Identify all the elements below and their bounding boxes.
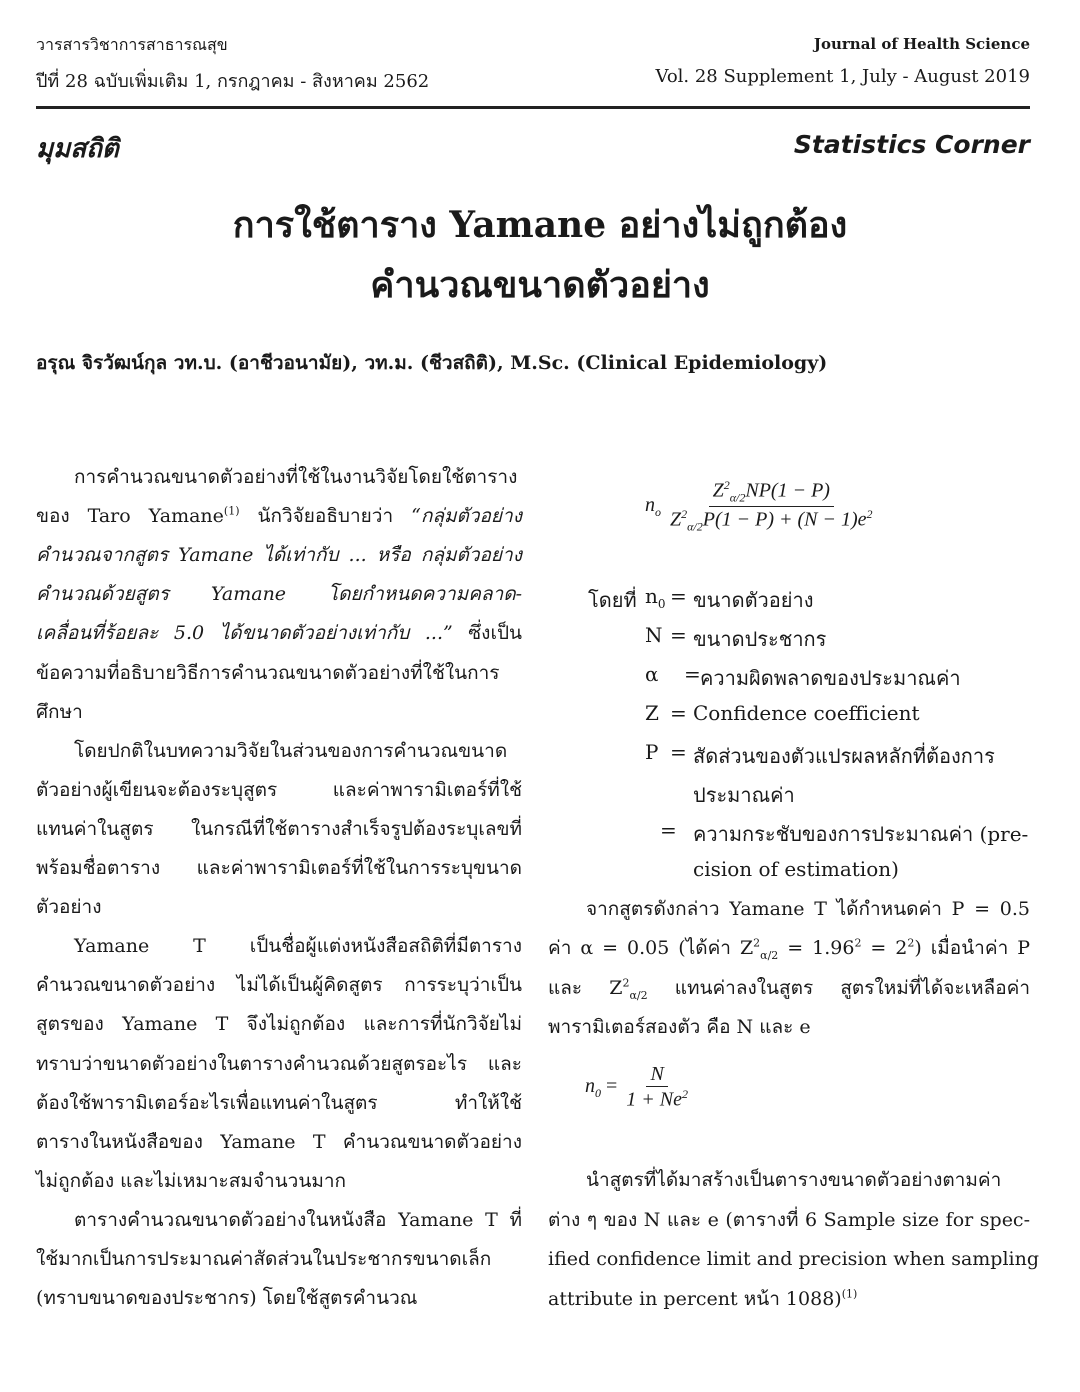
text-segment: พร้อมชื่อตาราง และค่าพารามิเตอร์ที่ใช้ในการระบุขนาด <box>36 857 522 879</box>
definition-equals: = <box>670 584 687 608</box>
text-segment: ified confidence limit and precision when sampling <box>548 1248 1040 1270</box>
definition-equals: = <box>660 818 677 842</box>
symbol-text: n <box>645 584 658 608</box>
definition-equals: = <box>670 701 687 725</box>
text-segment: แทนค่าในสูตร ในกรณีที่ใช้ตารางสำเร็จรูปต้องระบุเลขที่ <box>36 817 522 840</box>
text-line <box>36 778 522 802</box>
text-line <box>548 1247 1040 1271</box>
text-line <box>36 1247 522 1271</box>
definition-description: Confidence coefficient <box>693 701 920 725</box>
text-segment: ไม่ถูกต้อง และไม่เหมาะสมจำนวนมาก <box>36 1169 347 1192</box>
definition-equals: = <box>670 740 687 764</box>
text-segment: ใช้มากเป็นการประมาณค่าสัดส่วนในประชากรขนาดเล็ก <box>36 1248 492 1270</box>
definition-description: ขนาดตัวอย่าง <box>693 588 814 612</box>
text-line <box>36 1130 522 1154</box>
text-segment: = 2 <box>861 937 908 960</box>
formula-yamane-simplified: $n_0$ = $\frac{N}{1 + Ne^2}$ <box>585 1063 692 1112</box>
text-segment: นำสูตรที่ได้มาสร้างเป็นตารางขนาดตัวอย่างตามค่า <box>586 1169 1002 1191</box>
text-line <box>74 739 522 763</box>
text-segment: นักวิจัยอธิบายว่า <box>239 505 412 528</box>
text-line <box>36 582 522 606</box>
text-segment: พารามิเตอร์สองตัว คือ N และ e <box>548 1015 811 1038</box>
formula2-numerator: N <box>646 1063 667 1087</box>
text-segment: ซึ่งเป็น <box>452 622 522 645</box>
text-line <box>548 976 1030 1000</box>
text-segment: ค่า α = 0.05 (ได้ค่า Z <box>548 937 754 960</box>
author-line: อรุณ จิรวัฒน์กุล วท.บ. (อาชีวอนามัย), วท.ม. (ชีวสถิติ), M.Sc. (Clinical Epidemiology) <box>36 352 828 374</box>
text-line <box>36 973 522 997</box>
definitions-intro: โดยที่ <box>588 588 637 612</box>
text-segment: สูตรของ Yamane T จึงไม่ถูกต้อง และการที่นักวิจัยไม่ <box>36 1013 522 1036</box>
formula-lhs: n <box>645 493 655 516</box>
text-segment: ตัวอย่าง <box>36 896 102 919</box>
text-line <box>74 1208 522 1232</box>
journal-name-english: Journal of Health Science <box>813 35 1030 53</box>
header-rule <box>36 106 1030 109</box>
definition-symbol <box>645 584 666 611</box>
text-segment: คำนวณด้วยสูตร Yamane โดยกำหนดความคลาด- <box>36 583 522 606</box>
definition-symbol: α <box>645 662 659 686</box>
definition-symbol: N <box>645 623 663 647</box>
text-line <box>548 1287 1030 1311</box>
text-segment: ต้องใช้พารามิเตอร์อะไรเพื่อแทนค่าในสูตร ทำให้ใช้ <box>36 1091 522 1114</box>
text-line <box>74 934 522 958</box>
text-line <box>36 817 522 841</box>
text-segment: คำนวณจากสูตร Yamane ได้เท่ากับ ... หรือ กลุ่มตัวอย่าง <box>36 544 522 567</box>
definition-symbol: P <box>645 740 659 764</box>
formula2-fraction <box>622 1063 692 1112</box>
text-segment: การคำนวณขนาดตัวอย่างที่ใช้ในงานวิจัยโดยใช้ตาราง <box>74 466 518 488</box>
text-line <box>548 1208 1030 1232</box>
text-segment: ตัวอย่างผู้เขียนจะต้องระบุสูตร และค่าพารามิเตอร์ที่ใช้ <box>36 778 522 801</box>
text-segment: ตารางคำนวณขนาดตัวอย่างในหนังสือ Yamane T ที่ <box>74 1208 522 1231</box>
definition-description: ขนาดประชากร <box>693 627 827 651</box>
definition-description-cont: ประมาณค่า <box>693 783 795 807</box>
text-segment: ) เมื่อนำค่า P <box>914 937 1030 960</box>
formula2-denominator: $1 + Ne^2$ <box>626 1087 688 1111</box>
text-line <box>36 1091 522 1115</box>
text-line <box>36 1286 522 1310</box>
text-line <box>36 621 522 645</box>
formula-fraction <box>666 478 877 534</box>
text-line <box>36 1052 522 1076</box>
text-line <box>74 465 522 489</box>
text-segment: และ Z <box>548 976 623 999</box>
article-title-line1: การใช้ตาราง Yamane อย่างไม่ถูกต้อง <box>232 204 848 246</box>
definition-description: ความกระชับของการประมาณค่า (pre- <box>693 822 1029 846</box>
section-label-thai: มุมสถิติ <box>36 134 119 164</box>
formula-numerator: $Z^2_{\alpha/2}NP(1 - P)$ <box>709 478 834 507</box>
article-title-line2: คำนวณขนาดตัวอย่าง <box>370 264 710 306</box>
journal-name-thai: วารสารวิชาการสาธารณสุข <box>36 35 228 54</box>
superscript: 2 <box>907 936 915 950</box>
text-segment: คำนวณขนาดตัวอย่าง ไม่ได้เป็นผู้คิดสูตร การระบุว่าเป็น <box>36 974 522 997</box>
text-segment: (ทราบขนาดของประชากร) โดยใช้สูตรคำนวณ <box>36 1287 418 1310</box>
text-line <box>548 1015 1030 1039</box>
text-segment: ตารางในหนังสือของ Yamane T คำนวณขนาดตัวอย่าง <box>36 1130 522 1153</box>
section-label-english: Statistics Corner <box>793 130 1030 159</box>
text-segment: ของ Taro Yamane <box>36 505 224 528</box>
issue-thai: ปีที่ 28 ฉบับเพิ่มเติม 1, กรกฎาคม - สิงหาคม 2562 <box>36 71 430 92</box>
text-line <box>586 1168 1030 1192</box>
text-segment: = 1.96 <box>778 937 855 960</box>
superscript: (1) <box>841 1287 858 1301</box>
text-segment: แทนค่าลงในสูตร สูตรใหม่ที่ได้จะเหลือค่า <box>647 976 1030 999</box>
definition-symbol-sub: 0 <box>657 597 666 611</box>
definition-symbol: Z <box>645 701 659 725</box>
text-line <box>36 700 522 724</box>
text-segment: ข้อความที่อธิบายวิธีการคำนวณขนาดตัวอย่างที่ใช้ในการ <box>36 661 500 684</box>
superscript: 2 <box>622 976 630 990</box>
definition-description: ความผิดพลาดของประมาณค่า <box>700 666 961 690</box>
text-line <box>36 661 522 685</box>
formula-lhs-sub: o <box>655 504 661 519</box>
definition-description: สัดส่วนของตัวแปรผลหลักที่ต้องการ <box>693 744 995 768</box>
superscript: 2 <box>854 936 862 950</box>
formula-denominator: $Z^2_{\alpha/2}P(1 - P) + (N - 1)e^2$ <box>670 506 873 534</box>
definition-equals: = <box>670 623 687 647</box>
text-segment: ศึกษา <box>36 700 83 723</box>
text-line <box>36 1012 522 1036</box>
text-segment: attribute in percent หน้า 1088) <box>548 1287 842 1310</box>
superscript: (1) <box>223 504 240 518</box>
formula-sample-size-full <box>645 478 877 534</box>
text-line <box>36 504 522 528</box>
text-segment: Yamane T เป็นชื่อผู้แต่งหนังสือสถิติที่มีตาราง <box>74 935 522 958</box>
definition-equals: = <box>684 662 701 686</box>
subscript: α/2 <box>629 988 648 1002</box>
text-line <box>36 895 522 919</box>
subscript: α/2 <box>760 949 779 963</box>
text-segment: ทราบว่าขนาดตัวอย่างในตารางคำนวณด้วยสูตรอะไร และ <box>36 1052 522 1075</box>
text-line <box>36 856 522 880</box>
issue-english: Vol. 28 Supplement 1, July - August 2019 <box>655 66 1030 87</box>
text-segment: โดยปกติในบทความวิจัยในส่วนของการคำนวณขนาด <box>74 739 508 762</box>
text-segment: จากสูตรดังกล่าว Yamane T ได้กำหนดค่า P = 0.5 <box>586 898 1030 920</box>
superscript: 2 <box>753 936 761 950</box>
definition-description-cont: cision of estimation) <box>693 857 899 881</box>
text-line <box>548 936 1030 963</box>
text-segment: เคลื่อนที่ร้อยละ 5.0 ได้ขนาดตัวอย่างเท่ากับ ...” <box>36 622 453 645</box>
text-line <box>586 897 1030 921</box>
text-segment: “กลุ่มตัวอย่าง <box>411 505 522 528</box>
text-line <box>36 543 522 567</box>
text-segment: ต่าง ๆ ของ N และ e (ตารางที่ 6 Sample size for spec- <box>548 1208 1030 1231</box>
text-line <box>36 1169 522 1193</box>
